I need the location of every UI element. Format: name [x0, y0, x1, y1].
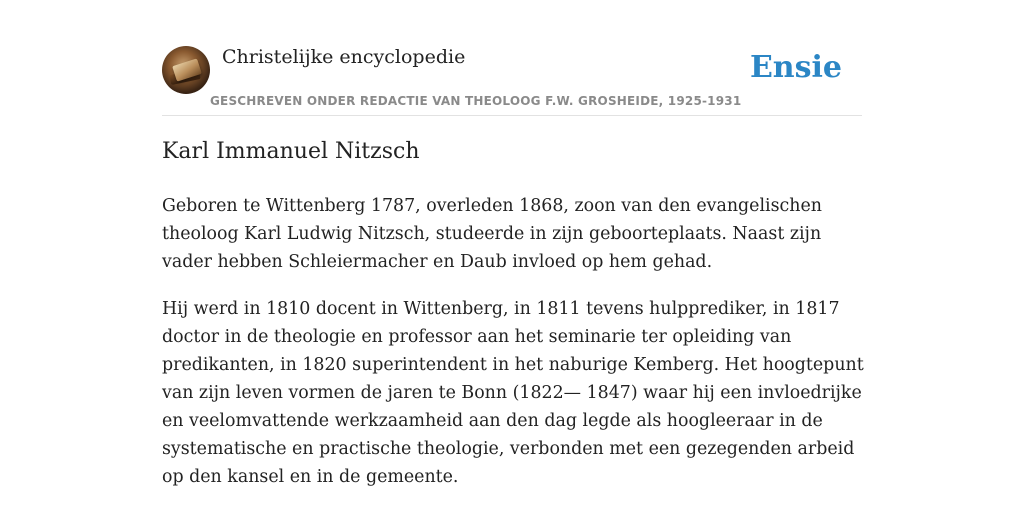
- article-paragraph: Hij werd in 1810 docent in Wittenberg, in 1811 tevens hulpprediker, in 1817 doctor in de theologie en professor aan het seminarie ter opleiding van predikanten, in 1820 superintendent in het naburige Kemberg. Het hoogtepunt van zijn leven vormen de jaren te Bonn (1822— 1847) waar hij een invloedrijke en veelomvattende werkzaamheid aan den dag legde als hoogleeraar in de systematische en practische theologie, verbonden met een gezegenden arbeid op den kansel en in de gemeente.: [162, 299, 864, 487]
- article-title: Karl Immanuel Nitzsch: [162, 139, 420, 164]
- article-body: [162, 192, 866, 510]
- article-paragraph: Geboren te Wittenberg 1787, overleden 1868, zoon van den evangelischen theoloog Karl Ludwig Nitzsch, studeerde in zijn geboorteplaats. Naast zijn vader hebben Schleiermacher en Daub invloed op hem gehad.: [162, 196, 822, 272]
- ensie-logo[interactable]: Ensie: [749, 50, 842, 85]
- site-title[interactable]: Christelijke encyclopedie: [222, 46, 466, 68]
- book-avatar-icon[interactable]: [162, 46, 210, 94]
- site-header: [162, 46, 862, 116]
- site-subtitle: GESCHREVEN ONDER REDACTIE VAN THEOLOOG F.W. GROSHEIDE, 1925-1931: [210, 94, 742, 108]
